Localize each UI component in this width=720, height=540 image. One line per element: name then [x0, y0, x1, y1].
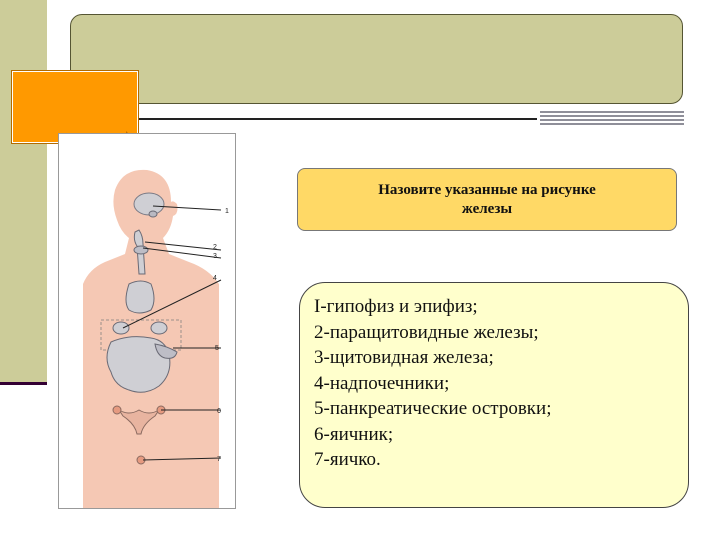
figure-label-3: 3: [213, 253, 217, 260]
answer-item: 4-надпочечники;: [314, 372, 450, 394]
answer-item: I-гипофиз и эпифиз;: [314, 296, 478, 317]
figure-label-5: 5: [215, 345, 219, 352]
figure-label-7: 7: [217, 456, 221, 463]
answer-box: [299, 282, 689, 508]
brain-shape: [134, 193, 164, 215]
figure-label-1: 1: [225, 208, 229, 215]
question-box: [297, 168, 677, 231]
answer-item: 7-яичко.: [314, 449, 381, 470]
figure-label-6: 6: [217, 408, 221, 415]
endocrine-figure-panel: [58, 133, 236, 509]
adrenal-left-shape: [113, 322, 129, 334]
figure-label-2: 2: [213, 244, 217, 251]
answer-item: 3-щитовидная железа;: [314, 347, 494, 368]
figure-label-4: 4: [213, 275, 217, 282]
title-placeholder-box: [70, 14, 683, 104]
thymus-shape: [126, 281, 154, 313]
ovary-left-shape: [113, 406, 121, 414]
answer-item: 2-паращитовидные железы;: [314, 321, 539, 343]
pituitary-shape: [149, 211, 157, 217]
left-decor-bar: [0, 0, 47, 384]
top-striped-decor: [540, 111, 684, 125]
left-decor-rule: [0, 382, 47, 385]
answer-item: 5-панкреатические островки;: [314, 398, 552, 419]
adrenal-right-shape: [151, 322, 167, 334]
endocrine-figure: [59, 134, 235, 508]
thyroid-shape: [134, 246, 148, 254]
answer-item: 6-яичник;: [314, 423, 394, 445]
answer-list: [314, 294, 688, 473]
question-text: Назовите указанные на рисунке железы: [378, 181, 596, 217]
